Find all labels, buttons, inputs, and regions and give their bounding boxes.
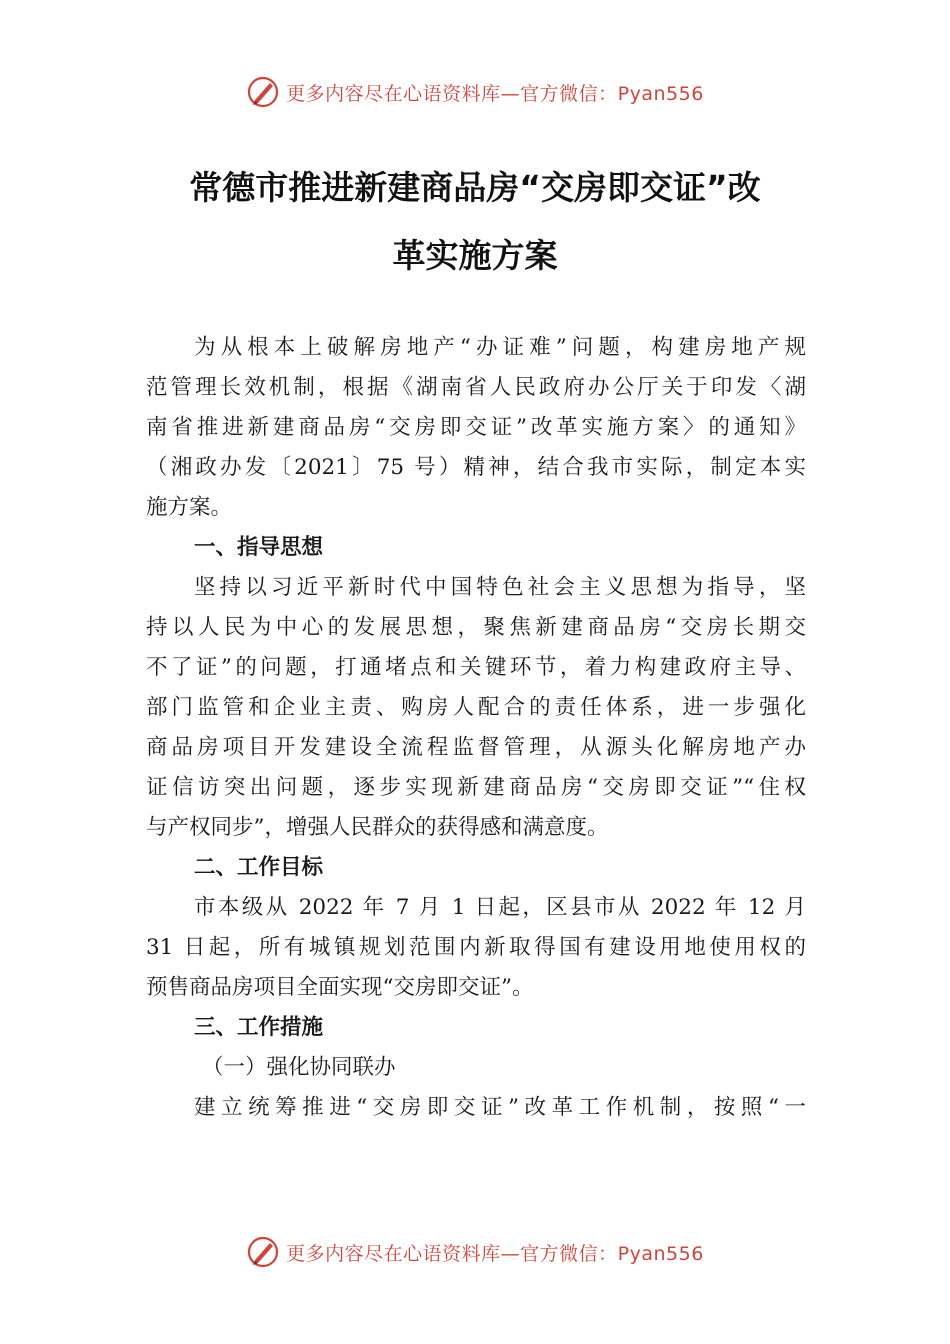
sub-heading-coordination: （一）强化协同联办: [202, 1055, 396, 1080]
intro-line: 范管理长效机制，根据《湖南省人民政府办公厅关于印发〈湖: [146, 375, 806, 400]
intro-line: （湘政办发〔2021〕75 号）精神，结合我市实际，制定本实: [146, 455, 806, 480]
section-heading-work-goals: 二、工作目标: [194, 855, 324, 880]
pen-logo-icon: [246, 1235, 280, 1269]
document-body: [146, 328, 806, 1128]
intro-line: 施方案。: [146, 495, 233, 520]
section2-line: 31 日起，所有城镇规划范围内新取得国有建设用地使用权的: [146, 935, 806, 960]
document-title-line2: 革实施方案: [392, 236, 558, 275]
intro-line: 为从根本上破解房地产“办证难”问题，构建房地产规: [194, 335, 806, 360]
watermark-footer: [0, 1234, 950, 1270]
section2-line: 市本级从 2022 年 7 月 1 日起，区县市从 2022 年 12 月: [194, 895, 806, 920]
watermark-text: 更多内容尽在心语资料库—官方微信：Pyan556: [286, 1242, 704, 1265]
section3-line: 建立统筹推进“交房即交证”改革工作机制，按照“一: [194, 1095, 806, 1120]
section-heading-guiding-ideology: 一、指导思想: [194, 535, 324, 560]
watermark-header: [0, 74, 950, 110]
section1-line: 持以人民为中心的发展思想，聚焦新建商品房“交房长期交: [146, 615, 806, 640]
section1-line: 商品房项目开发建设全流程监督管理，从源头化解房地产办: [146, 735, 806, 760]
intro-line: 南省推进新建商品房“交房即交证”改革实施方案〉的通知》: [146, 415, 806, 440]
section2-line: 预售商品房项目全面实现“交房即交证”。: [146, 975, 534, 1000]
section1-line: 不了证”的问题，打通堵点和关键环节，着力构建政府主导、: [146, 655, 806, 680]
section1-line: 坚持以习近平新时代中国特色社会主义思想为指导，坚: [194, 575, 806, 600]
document-title-line1: 常德市推进新建商品房“交房即交证”改: [189, 168, 761, 207]
pen-logo-icon: [246, 75, 280, 109]
section-heading-work-measures: 三、工作措施: [194, 1015, 324, 1040]
section1-line: 证信访突出问题，逐步实现新建商品房“交房即交证”“住权: [146, 775, 806, 800]
watermark-text: 更多内容尽在心语资料库—官方微信：Pyan556: [286, 82, 704, 105]
section1-line: 与产权同步”，增强人民群众的获得感和满意度。: [146, 815, 609, 840]
section1-line: 部门监管和企业主责、购房人配合的责任体系，进一步强化: [146, 695, 806, 720]
